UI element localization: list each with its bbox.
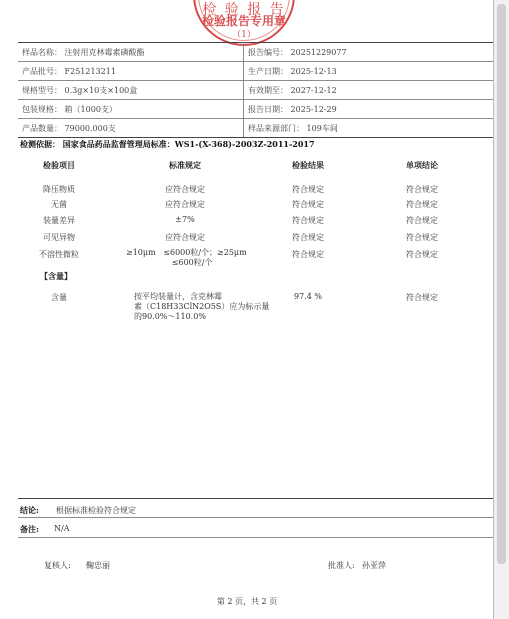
info-label: 样品来源部门： [248,123,304,133]
row-item: 不溶性微粒 [39,250,79,259]
row-conclusion: 符合规定 [406,200,438,209]
divider [18,498,494,499]
row-item: 无菌 [51,200,67,209]
reviewer-name: 鞠忠丽 [86,561,110,570]
reviewer-label: 复核人: [44,561,71,570]
info-row [18,81,494,100]
row-item: 降压物质 [43,185,75,194]
row-standard: 应符合规定 [165,233,205,242]
info-value: 2025-12-29 [290,104,337,114]
row-item: 装量差异 [43,216,75,225]
info-value: 109车间 [306,123,338,133]
row-item: 可见异物 [43,233,75,242]
scrollbar-thumb[interactable] [497,4,506,564]
conclusion-value: 根据标准检验符合规定 [56,506,136,515]
row-result: 符合规定 [292,233,324,242]
info-value: 2027-12-12 [290,85,337,95]
info-label: 产品数量： [22,123,62,133]
divider [18,537,494,538]
info-value: 2025-12-13 [290,66,337,76]
page-number: 第 2 页，共 2 页 [216,597,278,606]
divider [18,517,494,518]
content-conclusion: 符合规定 [406,293,438,302]
seal-line-3: （1） [232,30,256,40]
test-basis: 检测依据： 国家食品药品监督管理局标准：WS1-(X-368)-2003Z-2011-2017 [20,139,315,149]
header-item: 检验项目 [43,160,75,170]
info-label: 报告日期： [248,104,288,114]
row-conclusion: 符合规定 [406,185,438,194]
scrollbar-border [493,0,494,619]
info-label: 产品批号： [22,66,62,76]
info-label: 样品名称： [22,47,62,57]
row-result: 符合规定 [292,250,324,259]
info-value: 79000.000支 [64,123,116,133]
info-value: 注射用克林霉素磷酸酯 [64,47,145,57]
header-result: 检验结果 [292,160,324,170]
official-seal [193,0,295,46]
info-value: 0.3g×10支×100盒 [64,85,138,95]
seal-line-1: 检 验 报 告 [202,2,286,18]
header-conclusion: 单项结论 [406,160,438,170]
info-value: 20251229077 [290,47,347,57]
info-label: 有效期至： [248,85,288,95]
approver-name: 孙亚萍 [362,561,386,570]
info-row [18,62,494,81]
remark-value: N/A [54,524,70,533]
row-standard: ±7% [175,215,195,224]
info-value: 箱（1000支） [64,104,117,114]
content-item: 含量 [51,293,67,302]
row-standard: 应符合规定 [165,185,205,194]
row-result: 符合规定 [292,216,324,225]
info-row [18,100,494,119]
content-standard: 按平均装量计，含克林霉 素（C18H33ClN2O5S）应为标示量 的90.0%～110.0% [134,292,270,321]
row-result: 符合规定 [292,200,324,209]
info-label: 报告编号： [248,47,288,57]
content-result: 97.4 % [294,292,322,301]
info-value: F251213211 [64,66,116,76]
row-result: 符合规定 [292,185,324,194]
header-standard: 标准规定 [169,160,201,170]
info-label: 包装规格： [22,104,62,114]
row-conclusion: 符合规定 [406,233,438,242]
info-row [18,43,494,62]
approver-label: 批准人: [328,561,355,570]
seal-line-2: 检验报告专用章 [201,14,286,28]
row-standard: ≥10μm ≤6000粒/个；≥25μm ≤600粒/个 [126,248,247,267]
row-conclusion: 符合规定 [406,250,438,259]
info-label: 生产日期： [248,66,288,76]
section-content-heading: 【含量】 [40,271,72,281]
row-standard: 应符合规定 [165,200,205,209]
remark-label: 备注: [20,524,39,534]
conclusion-label: 结论: [20,505,39,515]
sample-info-table [18,42,494,138]
info-label: 规格型号： [22,85,62,95]
row-conclusion: 符合规定 [406,216,438,225]
info-row [18,119,494,138]
